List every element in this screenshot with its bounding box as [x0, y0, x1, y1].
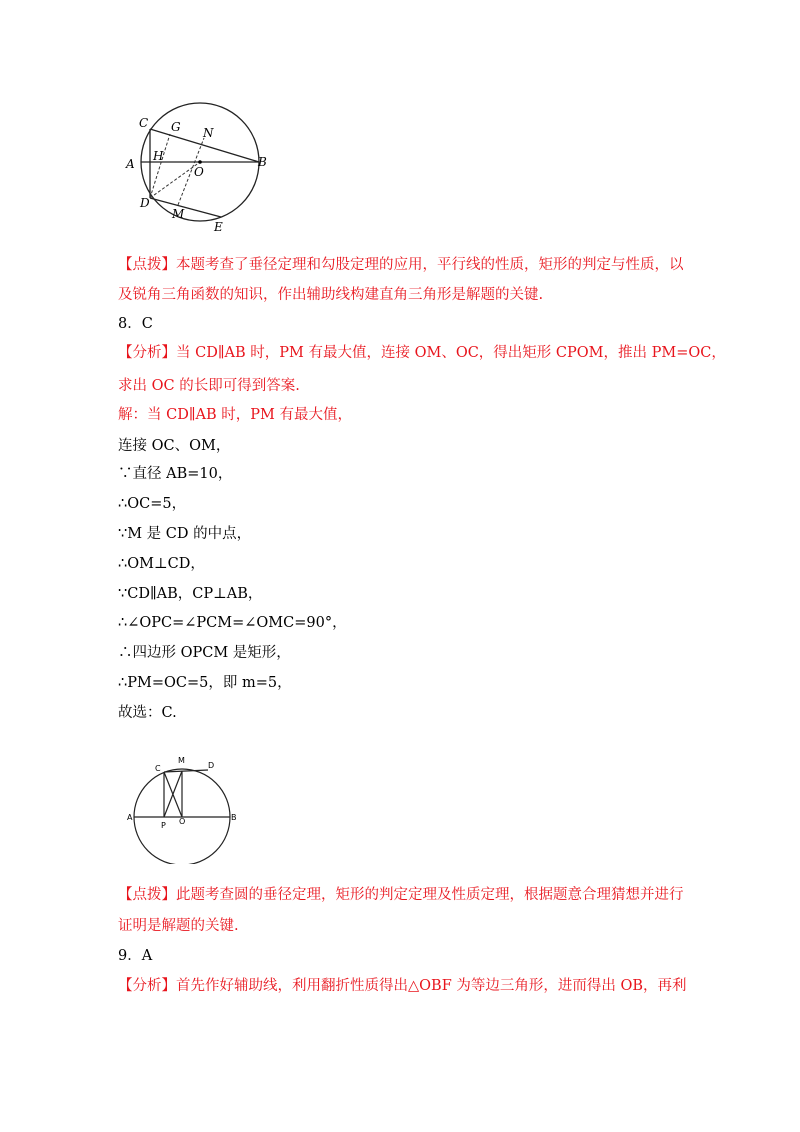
solution-line-11: 故选：C. — [118, 705, 177, 721]
label-d: D — [208, 761, 215, 770]
label-e: E — [214, 220, 223, 234]
label-n: N — [203, 126, 214, 140]
solution-line-7: ∵CD∥AB，CP⊥AB， — [118, 586, 263, 602]
solution-line-5: ∵M 是 CD 的中点， — [118, 526, 252, 542]
analysis-8-cont: 求出 OC 的长即可得到答案. — [118, 378, 300, 394]
solution-line-3: ∵直径 AB=10， — [118, 466, 233, 482]
label-d: D — [140, 196, 150, 210]
paragraph-hint-1-cont: 及锐角三角函数的知识，作出辅助线构建直角三角形是解题的关键. — [118, 287, 544, 303]
segment-do — [150, 162, 200, 198]
paragraph-hint-2-cont: 证明是解题的关键. — [118, 918, 239, 934]
solution-line-2: 连接 OC、OM， — [118, 438, 231, 454]
label-c: C — [139, 116, 149, 130]
solution-line-10: ∴PM=OC=5，即 m=5， — [118, 675, 292, 691]
label-a: A — [126, 157, 135, 171]
solution-line-9: ∴四边形 OPCM 是矩形， — [118, 645, 291, 661]
answer-9: 9．A — [118, 948, 153, 964]
solution-line-1: 解：当 CD∥AB 时，PM 有最大值， — [118, 407, 352, 423]
solution-line-4: ∴OC=5， — [118, 496, 187, 512]
label-b: B — [231, 813, 237, 822]
answer-8: 8．C — [118, 316, 153, 332]
geometry-figure-2 — [124, 752, 246, 864]
segment-dg — [150, 134, 170, 198]
geometry-figure-1 — [118, 100, 288, 236]
label-h: H — [153, 149, 164, 163]
label-a: A — [127, 813, 133, 822]
label-b: B — [258, 155, 267, 169]
label-g: G — [171, 120, 181, 134]
analysis-8: 【分析】当 CD∥AB 时，PM 有最大值，连接 OM、OC，得出矩形 CPOM，推出 PM=OC， — [118, 345, 726, 361]
paragraph-hint-2: 【点拨】此题考查圆的垂径定理，矩形的判定定理及性质定理，根据题意合理猜想并进行 — [118, 887, 684, 903]
label-o: O — [179, 817, 186, 826]
chord-de — [150, 198, 221, 217]
paragraph-hint-1: 【点拨】本题考查了垂径定理和勾股定理的应用，平行线的性质，矩形的判定与性质，以 — [118, 257, 684, 273]
label-o: O — [194, 165, 204, 179]
label-c: C — [155, 764, 161, 773]
solution-line-6: ∴OM⊥CD， — [118, 556, 205, 572]
label-m: M — [172, 207, 185, 221]
label-m: M — [178, 756, 185, 765]
label-p: P — [161, 821, 166, 830]
point-o-dot — [198, 160, 202, 164]
analysis-9: 【分析】首先作好辅助线，利用翻折性质得出△OBF 为等边三角形，进而得出 OB，再利 — [118, 978, 687, 994]
solution-line-8: ∴∠OPC=∠PCM=∠OMC=90°， — [118, 615, 347, 631]
